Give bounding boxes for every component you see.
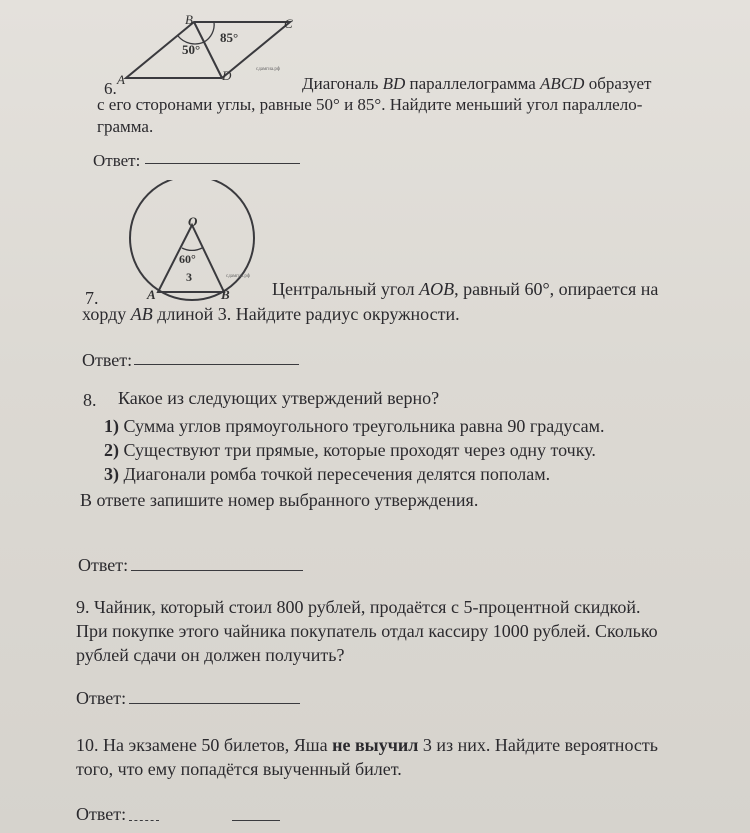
task10-line2: того, что ему попадётся выученный билет. (76, 759, 402, 779)
task7-answer-label: Ответ: (82, 350, 133, 370)
task8-option-3: 3) Диагонали ромба точкой пересечения делятся пополам. (104, 464, 551, 484)
task9-line2: При покупке этого чайника покупатель отдал кассиру 1000 рублей. Сколько (76, 621, 658, 641)
task8-option-2: 2) Существуют три прямые, которые проходят через одну точку. (104, 440, 596, 460)
chord-length-label: 3 (186, 270, 192, 284)
figure-watermark: сдамгиа.рф (256, 67, 281, 72)
task6-answer-label: Ответ: (93, 151, 141, 170)
vertex-d-label: D (222, 68, 232, 83)
point-a-label: A (147, 287, 156, 302)
circle-watermark: сдамгиа.рф (226, 274, 251, 279)
task9-answer-field[interactable] (129, 703, 300, 704)
task8-instruction: В ответе запишите номер выбранного утверждения. (80, 490, 479, 510)
task9-line1: 9. Чайник, который стоил 800 рублей, продаётся с 5-процентной скидкой. (76, 597, 641, 617)
parallelogram-figure (112, 12, 312, 84)
task7-line1: Центральный угол AOB, равный 60°, опирается на (272, 279, 659, 299)
task7-number: 7. (85, 288, 99, 308)
task8-answer-label: Ответ: (78, 555, 129, 575)
task6-number: 6. (104, 79, 117, 98)
task9-answer-label: Ответ: (76, 688, 127, 708)
vertex-c-label: C (284, 16, 293, 31)
angle-85-label: 85° (220, 30, 239, 45)
vertex-b-label: B (185, 12, 193, 27)
task6-line1: Диагональ BD параллелограмма ABCD образует (302, 74, 652, 93)
task8-option-1: 1) Сумма углов прямоугольного треугольника равна 90 градусам. (104, 416, 605, 436)
task10-answer-field[interactable] (129, 820, 159, 821)
angle-60-label: 60° (179, 252, 196, 266)
task10-answer-field-extra[interactable] (232, 820, 280, 821)
task9-line3: рублей сдачи он должен получить? (76, 645, 345, 665)
circle-figure (120, 180, 290, 302)
task10-answer-label: Ответ: (76, 804, 127, 824)
task8-question: Какое из следующих утверждений верно? (118, 388, 440, 408)
task8-answer-field[interactable] (131, 570, 303, 571)
point-b-label: B (221, 287, 230, 302)
task6-line2: с его сторонами углы, равные 50° и 85°. Найдите меньший угол параллело- (97, 95, 643, 114)
task7-answer-field[interactable] (134, 364, 299, 365)
vertex-a-label: A (117, 72, 125, 84)
task8-number: 8. (83, 390, 97, 410)
task10-line1: 10. На экзамене 50 билетов, Яша не выучил 3 из них. Найдите вероятность (76, 735, 658, 755)
task6-line3: грамма. (97, 117, 154, 136)
angle-50-label: 50° (182, 42, 201, 57)
center-o-label: O (188, 214, 198, 229)
task6-answer-field[interactable] (145, 163, 300, 164)
task7-line2: хорду AB длиной 3. Найдите радиус окружности. (82, 304, 460, 324)
